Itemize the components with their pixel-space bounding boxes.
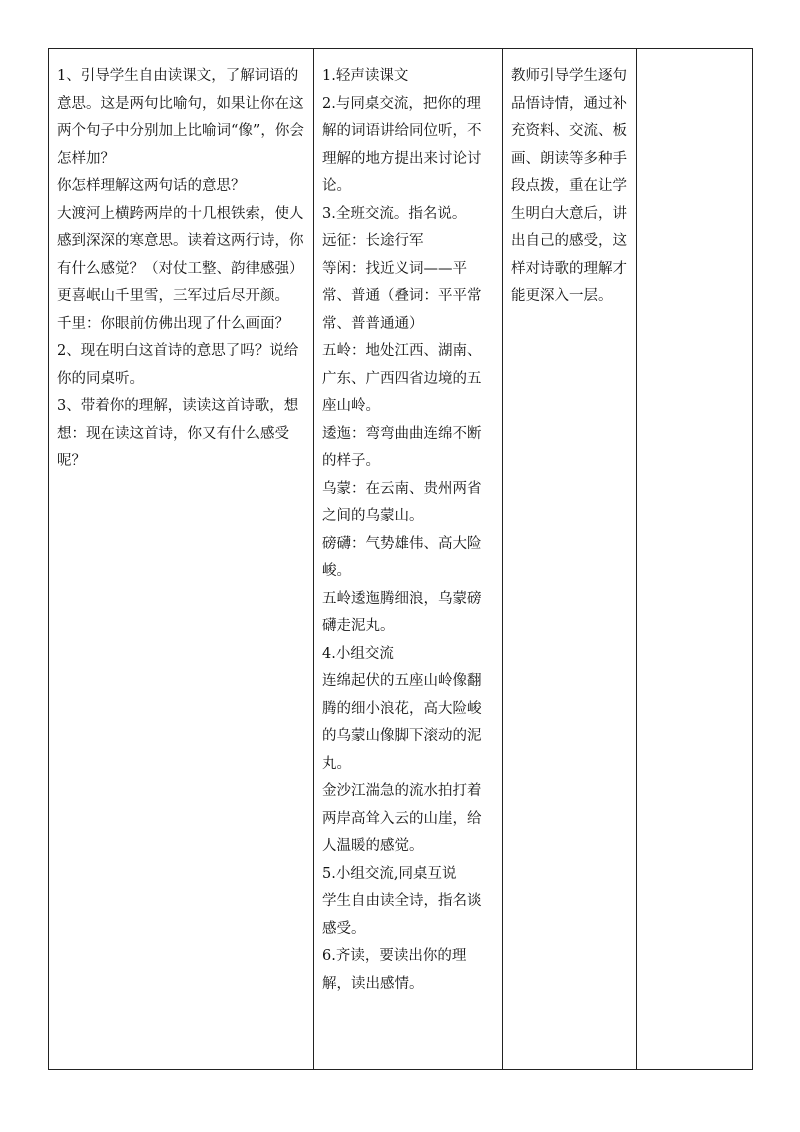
student-activity-line: 1.轻声读课文 <box>322 68 409 84</box>
teacher-activity-line: 你怎样理解这两句话的意思？ <box>57 178 246 194</box>
student-activity-line: 远征：长途行军 <box>322 233 424 249</box>
student-activity-line: 逶迤：弯弯曲曲连绵不断的样子。 <box>322 425 482 469</box>
design-intent-cell <box>503 49 637 1070</box>
student-activity-line: 等闲：找近义词——平常、普通（叠词：平平常常、普普通通） <box>322 260 482 332</box>
teacher-activity-line: 大渡河上横跨两岸的十几根铁索，使人感到深深的寒意思。读着这两行诗，你有什么感觉？（对仗工整、韵律感强） <box>57 205 304 277</box>
student-activity-line: 乌蒙：在云南、贵州两省之间的乌蒙山。 <box>322 480 482 524</box>
teacher-activity-cell <box>49 49 314 1070</box>
student-activity-line: 五岭：地处江西、湖南、广东、广西四省边境的五座山岭。 <box>322 343 482 414</box>
teacher-activity-line: 千里：你眼前仿佛出现了什么画面？ <box>57 315 289 332</box>
table-row <box>49 49 753 1070</box>
student-activity-line: 4.小组交流 <box>322 645 394 662</box>
teacher-activity-line: 更喜岷山千里雪，三军过后尽开颜。 <box>57 288 289 304</box>
student-activity-line: 磅礴：气势雄伟、高大险峻。 <box>322 535 482 579</box>
teacher-activity-line: 2、现在明白这首诗的意思了吗？说给你的同桌听。 <box>57 343 299 387</box>
design-intent-line: 教师引导学生逐句品悟诗情，通过补充资料、交流、板画、朗读等多种手段点拨，重在让学生明白大意后，讲出自己的感受，这样对诗歌的理解才能更深入一层。 <box>511 68 627 304</box>
student-activity-cell <box>314 49 503 1070</box>
teacher-activity-line: 3、带着你的理解，读读这首诗歌，想想：现在读这首诗，你又有什么感受呢？ <box>57 398 299 469</box>
student-activity-line: 金沙江湍急的流水拍打着两岸高耸入云的山崖，给人温暖的感觉。 <box>322 783 482 854</box>
student-activity-line: 2.与同桌交流，把你的理解的词语讲给同位听，不理解的地方提出来讨论讨论。 <box>322 95 482 194</box>
lesson-plan-table <box>48 48 753 1070</box>
teacher-activity-line: 1、引导学生自由读课文，了解词语的意思。这是两句比喻句，如果让你在这两个句子中分别加上比喻词“像”，你会怎样加？ <box>57 68 304 167</box>
student-activity-line: 5.小组交流,同桌互说 <box>322 865 457 882</box>
student-activity-line: 学生自由读全诗，指名谈感受。 <box>322 893 482 937</box>
student-activity-line: 连绵起伏的五座山岭像翻腾的细小浪花，高大险峻的乌蒙山像脚下滚动的泥丸。 <box>322 673 482 772</box>
student-activity-line: 6.齐读，要读出你的理解，读出感情。 <box>322 948 467 992</box>
empty-notes-cell <box>637 49 753 1070</box>
student-activity-line: 五岭逶迤腾细浪，乌蒙磅礴走泥丸。 <box>322 590 482 634</box>
student-activity-line: 3.全班交流。指名说。 <box>322 205 467 222</box>
